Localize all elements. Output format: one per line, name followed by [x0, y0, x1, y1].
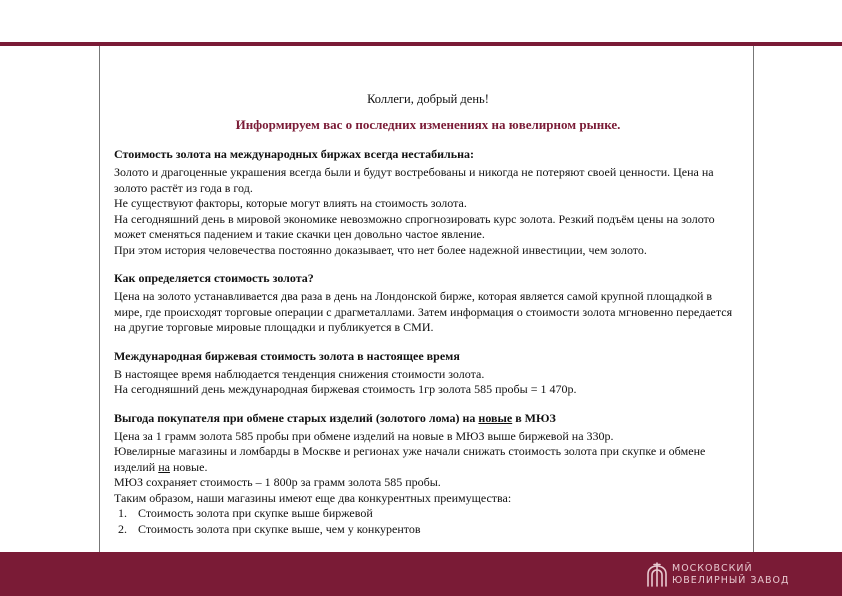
advantages-list [114, 506, 742, 537]
paragraph: При этом история человечества постоянно доказывает, что нет более надежной инвестиции, чем золото. [114, 242, 647, 257]
logo-line-2: ЮВЕЛИРНЫЙ ЗАВОД [672, 575, 790, 586]
greeting: Коллеги, добрый день! [367, 92, 489, 106]
logo-line-1: МОСКОВСКИЙ [672, 563, 753, 574]
paragraph: Ювелирные магазины и ломбарды в Москве и регионах уже начали снижать стоимость золота при скупке и обмене изделий на новые. [114, 444, 706, 474]
paragraph: В настоящее время наблюдается тенденция снижения стоимости золота. [114, 366, 485, 381]
paragraph: На сегодняшний день в мировой экономике невозможно спрогнозировать курс золота. Резкий подъём цены на золото может сменяться падением и такие скачки цен довольно частое явление. [114, 211, 715, 241]
section-title-exchange-price: Международная биржевая стоимость золота в настоящее время [114, 348, 460, 363]
paragraph: На сегодняшний день международная биржевая стоимость 1гр золота 585 пробы = 1 470р. [114, 382, 577, 396]
section-title-exchange-benefit: Выгода покупателя при обмене старых изделий (золотого лома) на новые в МЮЗ [114, 410, 556, 425]
document-content [114, 92, 742, 537]
company-logo-text [672, 563, 789, 587]
headline: Информируем вас о последних изменениях на ювелирном рынке. [235, 117, 621, 132]
paragraph: Цена на золото устанавливается два раза в день на Лондонской бирже, которая является самой крупной площадкой в мире, где происходят торговые операции с драгметаллами. Затем информация о стоимости золота мгновенно передается на другие торговые мировые площадки и публикуется в СМИ. [114, 289, 733, 334]
paragraph: Золото и драгоценные украшения всегда были и будут востребованы и никогда не потеряют своей ценности. Цена на золото растёт из года в год. [114, 165, 714, 195]
document-page [99, 46, 754, 552]
paragraph: МЮЗ сохраняет стоимость – 1 800р за грамм золота 585 пробы. [114, 475, 441, 489]
list-item: 2. Стоимость золота при скупке выше, чем у конкурентов [118, 521, 421, 536]
list-item: 1. Стоимость золота при скупке выше биржевой [118, 506, 373, 520]
paragraph: Не существуют факторы, которые могут влиять на стоимость золота. [114, 196, 467, 210]
section-title-price-formation: Как определяется стоимость золота? [114, 271, 314, 285]
paragraph: Цена за 1 грамм золота 585 пробы при обмене изделий на новые в МЮЗ выше биржевой на 330р. [114, 428, 614, 443]
mjuz-crown-icon [645, 562, 669, 588]
paragraph: Таким образом, наши магазины имеют еще два конкурентных преимущества: [114, 490, 512, 505]
section-title-gold-price: Стоимость золота на международных биржах всегда нестабильна: [114, 147, 475, 161]
